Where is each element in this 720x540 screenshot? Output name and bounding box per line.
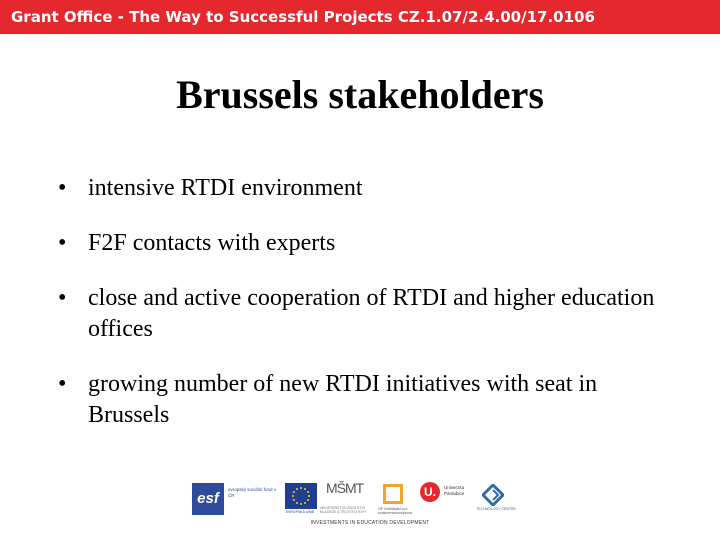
technology-centre-caption: TECHNOLOGY CENTRE (476, 507, 516, 511)
technology-centre-logo-icon (482, 484, 504, 506)
op-logo-icon (383, 484, 403, 504)
eu-flag-icon (285, 483, 317, 509)
msmt-caption: MINISTERSTVO ŠKOLSTVÍ, MLÁDEŽE A TĚLOVÝCHOVY (319, 506, 367, 514)
bullet-item: • close and active cooperation of RTDI and higher education offices (58, 283, 678, 345)
esf-logo: esf (192, 483, 224, 515)
upce-logo: U. (420, 482, 440, 502)
investments-caption: INVESTMENTS IN EDUCATION DEVELOPMENT (310, 520, 430, 526)
eu-caption: EVROPSKÁ UNIE (285, 510, 315, 514)
bullet-item: • growing number of new RTDI initiatives with seat in Brussels (58, 369, 678, 431)
msmt-logo: MŠMT (326, 480, 364, 496)
slide-title: Brussels stakeholders (176, 72, 544, 117)
upce-caption: Univerzita Pardubice (444, 485, 465, 496)
bullet-item: • intensive RTDI environment (58, 173, 678, 204)
header-banner: Grant Office - The Way to Successful Projects CZ.1.07/2.4.00/17.0106 (0, 0, 720, 34)
bullet-item: • F2F contacts with experts (58, 228, 678, 259)
esf-caption: evropský sociální fond v ČR (228, 487, 277, 498)
op-caption: OP Vzdělávání pro konkurenceschopnost (378, 507, 413, 515)
sponsor-logos-strip (190, 478, 540, 530)
bullet-list (58, 173, 678, 455)
